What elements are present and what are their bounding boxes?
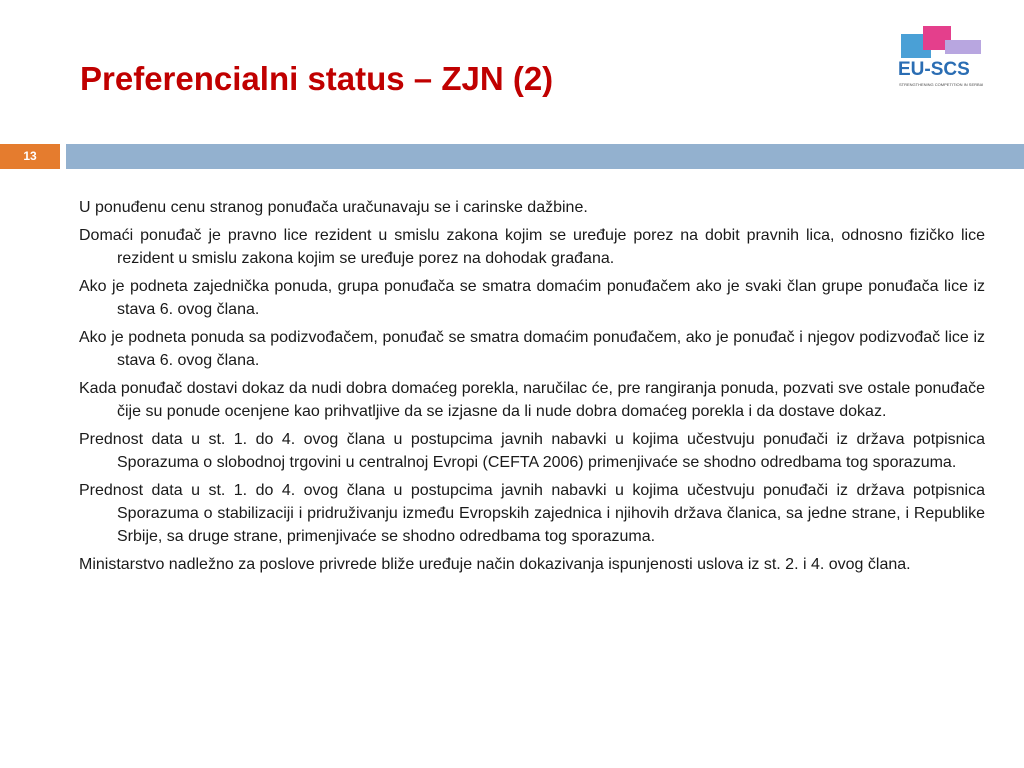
paragraph: U ponuđenu cenu stranog ponuđača uračunavaju se i carinske dažbine. (79, 199, 588, 216)
slide-number: 13 (23, 149, 37, 163)
header-bar (66, 144, 1024, 169)
logo-text: EU-SCS (898, 59, 970, 80)
paragraph: Domaći ponuđač je pravno lice rezident u smislu zakona kojim se uređuje porez na dobit pravnih lica, odnosno fizičko lice rezident u smislu zakona kojim se uređuje porez na dohodak građana. (79, 227, 985, 267)
paragraph: Prednost data u st. 1. do 4. ovog člana u postupcima javnih nabavki u kojima učestvuju ponuđači iz država potpisnica Sporazuma o slobodnoj trgovini u centralnoj Evropi (CEFTA 2006) primenjivaće se shodno odredbama tog sporazuma. (79, 431, 985, 471)
paragraph: Ako je podneta ponuda sa podizvođačem, ponuđač se smatra domaćim ponuđačem, ako je ponuđač i njegov podizvođač lice iz stava 6. ovog člana. (79, 329, 985, 369)
paragraph: Ako je podneta zajednička ponuda, grupa ponuđača se smatra domaćim ponuđačem ako je svaki član grupe ponuđača lice iz stava 6. ovog člana. (79, 278, 985, 318)
eu-scs-logo (895, 26, 987, 90)
slide-title: Preferencialni status – ZJN (2) (80, 60, 554, 97)
logo-tagline: STRENGTHENING COMPETITION IN SERBIA (899, 82, 983, 87)
paragraph: Kada ponuđač dostavi dokaz da nudi dobra domaćeg porekla, naručilac će, pre rangiranja ponuda, pozvati sve ostale ponuđače čije su ponude ocenjene kao prihvatljive da se izjasne da li nude dobra domaćeg porekla i da dostave dokaz. (79, 380, 985, 420)
slide-content (79, 196, 985, 581)
paragraph: Ministarstvo nadležno za poslove privrede bliže uređuje način dokazivanja ispunjenosti uslova iz st. 2. i 4. ovog člana. (79, 556, 911, 573)
paragraph: Prednost data u st. 1. do 4. ovog člana u postupcima javnih nabavki u kojima učestvuju ponuđači iz država potpisnica Sporazuma o stabilizaciji i pridruživanju između Evropskih zajednica i njihovih država članica, sa jedne strane, i Republike Srbije, sa druge strane, primenjivaće se shodno odredbama tog sporazuma. (79, 482, 985, 545)
logo-block-lilac (945, 40, 981, 54)
slide-number-box (0, 144, 60, 169)
